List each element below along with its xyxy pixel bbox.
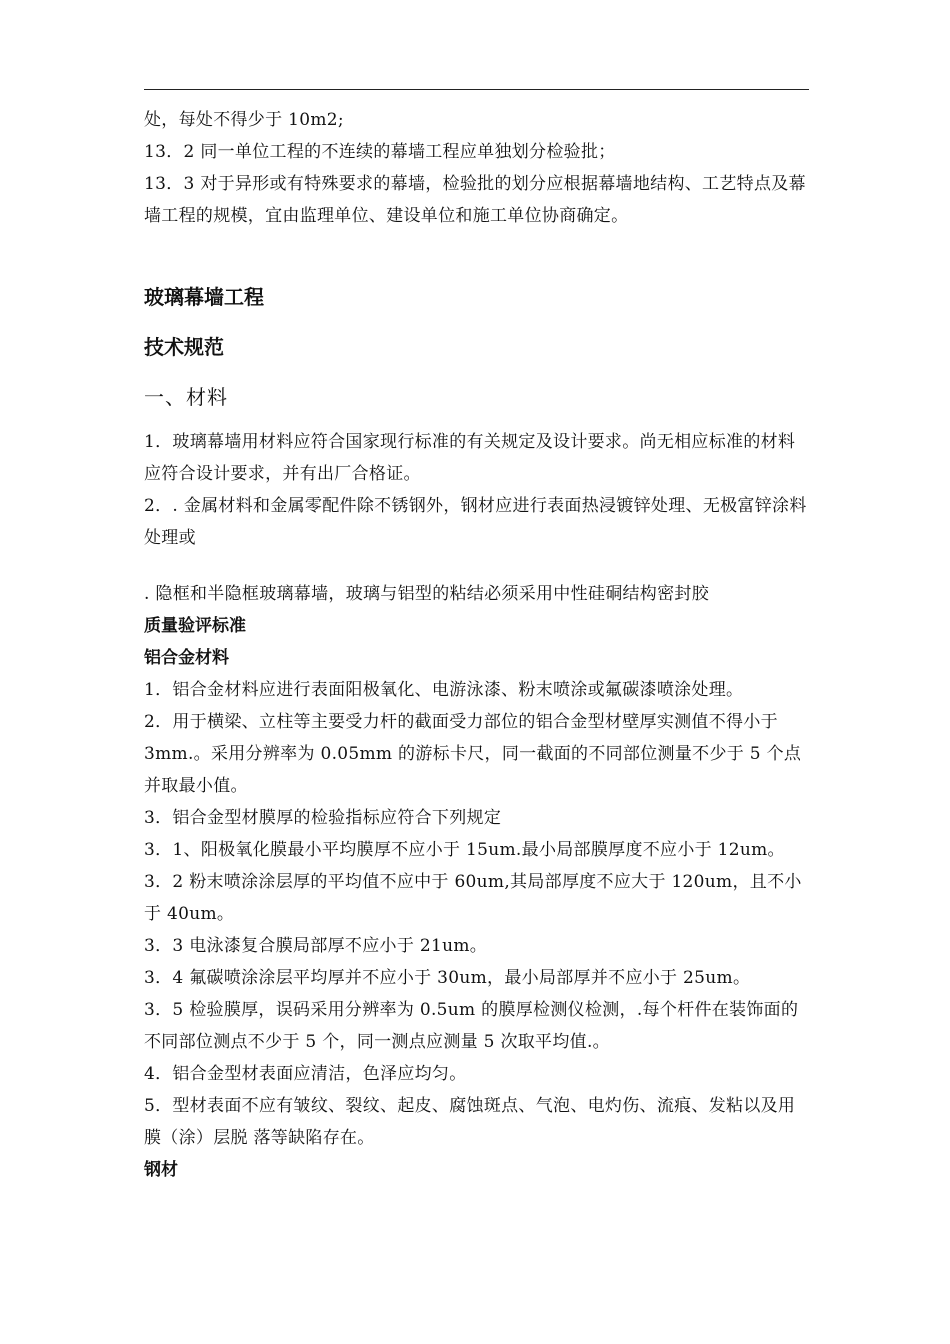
steel-heading: 钢材 [144, 1160, 178, 1180]
document-body [144, 104, 809, 1186]
document-title: 玻璃幕墙工程 [144, 285, 264, 309]
materials-paragraph-2: 2．. 金属材料和金属零配件除不锈钢外，钢材应进行表面热浸镀锌处理、无极富锌涂料处理或 [144, 496, 807, 548]
spacer [144, 554, 809, 578]
spacer [144, 232, 809, 280]
aluminum-item: 4．铝合金型材表面应清洁，色泽应均匀。 [144, 1064, 467, 1084]
aluminum-heading: 铝合金材料 [144, 648, 229, 668]
aluminum-item: 3．5 检验膜厚，误码采用分辨率为 0.5um 的膜厚检测仪检测，.每个杆件在装饰面的不同部位测点不少于 5 个，同一测点应测量 5 次取平均值.。 [144, 1000, 799, 1052]
aluminum-item: 3．1、阳极氧化膜最小平均膜厚不应小于 15um.最小局部膜厚度不应小于 12um。 [144, 840, 785, 860]
aluminum-item: 3．2 粉末喷涂涂层厚的平均值不应中于 60um,其局部厚度不应大于 120um，且不小于 40um。 [144, 872, 802, 924]
aluminum-item: 3．3 电泳漆复合膜局部厚不应小于 21um。 [144, 936, 488, 956]
spacer [144, 364, 809, 380]
document-subtitle: 技术规范 [144, 335, 224, 359]
aluminum-item: 3．铝合金型材膜厚的检验指标应符合下列规定 [144, 808, 502, 828]
aluminum-item: 1．铝合金材料应进行表面阳极氧化、电游泳漆、粉末喷涂或氟碳漆喷涂处理。 [144, 680, 744, 700]
header-rule [144, 89, 809, 90]
aluminum-item: 2．用于横梁、立柱等主要受力杆的截面受力部位的铝合金型材壁厚实测值不得小于 3mm.。采用分辨率为 0.05mm 的游标卡尺，同一截面的不同部位测量不少于 5 个点并取最小值。 [144, 712, 802, 796]
section-heading: 一、材料 [144, 385, 228, 409]
text-paragraph: 13．3 对于异形或有特殊要求的幕墙，检验批的划分应根据幕墙地结构、工艺特点及幕墙工程的规模，宜由监理单位、建设单位和施工单位协商确定。 [144, 174, 806, 226]
text-line: 处，每处不得少于 10m2; [144, 110, 344, 130]
aluminum-item: 3．4 氟碳喷涂涂层平均厚并不应小于 30um，最小局部厚并不应小于 25um。 [144, 968, 751, 988]
quality-heading: 质量验评标准 [144, 616, 246, 636]
spacer [144, 314, 809, 330]
aluminum-item: 5．型材表面不应有皱纹、裂纹、起皮、腐蚀斑点、气泡、电灼伤、流痕、发粘以及用膜（涂）层脱 落等缺陷存在。 [144, 1096, 796, 1148]
spacer [144, 414, 809, 426]
text-line: 13．2 同一单位工程的不连续的幕墙工程应单独划分检验批； [144, 142, 616, 162]
materials-paragraph-3: . 隐框和半隐框玻璃幕墙，玻璃与铝型的粘结必须采用中性硅硐结构密封胶 [144, 584, 710, 604]
materials-paragraph-1: 1．玻璃幕墙用材料应符合国家现行标准的有关规定及设计要求。尚无相应标准的材料应符合设计要求，并有出厂合格证。 [144, 432, 796, 484]
